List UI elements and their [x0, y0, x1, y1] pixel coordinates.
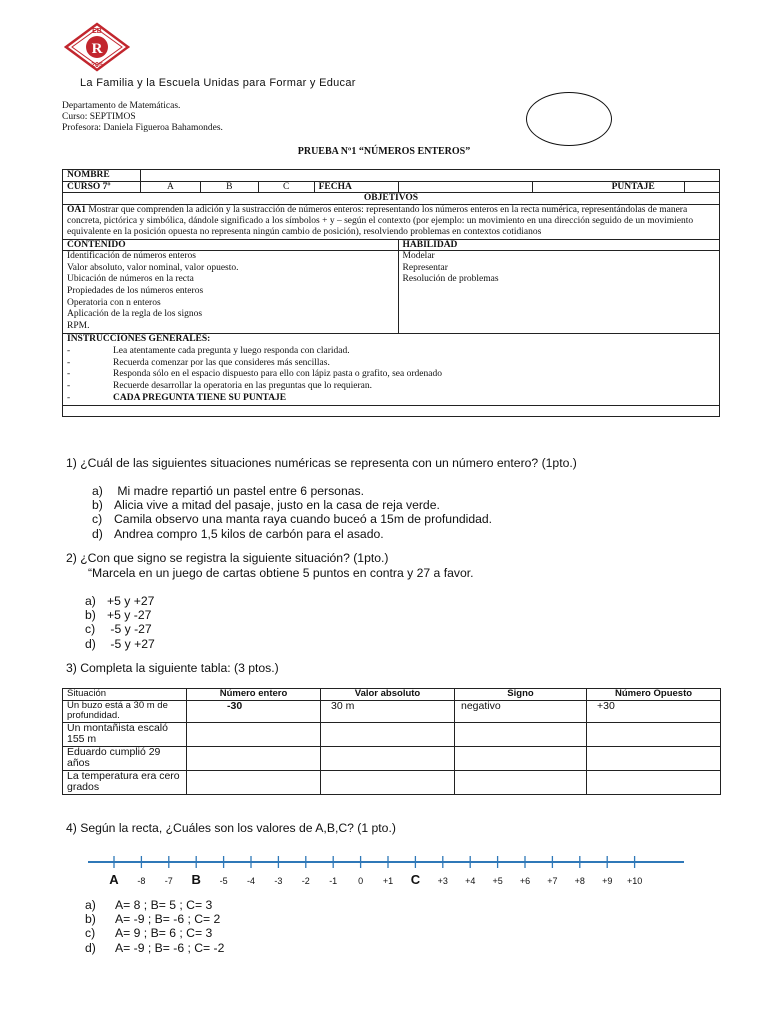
tick-label: -8: [137, 876, 146, 886]
instrucciones-cell: [63, 334, 720, 405]
option-c[interactable]: c) Camila observo una manta raya cuando buceó a 15m de profundidad.: [92, 512, 493, 527]
contenido-item: Aplicación de la regla de los signos: [67, 309, 203, 320]
habilidad-item: Representar: [402, 262, 448, 273]
habilidad-item: Modelar: [402, 251, 435, 262]
tick-label: -2: [301, 876, 310, 886]
habilidad-label: HABILIDAD: [398, 239, 719, 251]
puntaje-field[interactable]: [685, 181, 720, 193]
header-numero-opuesto: Número Opuesto: [587, 689, 721, 701]
table-row: [63, 746, 721, 770]
question-3: 3) Completa la siguiente tabla: (3 ptos.): [66, 661, 279, 675]
header-situacion: Situación: [63, 689, 187, 701]
valor-absoluto-cell[interactable]: 30 m: [321, 700, 455, 722]
integers-table: [62, 688, 721, 795]
objetivos-label: OBJETIVOS: [63, 193, 720, 205]
blank-row: [63, 405, 720, 416]
header-numero-entero: Número entero: [187, 689, 321, 701]
instruccion-item: - Lea atentamente cada pregunta y luego responda con claridad.: [67, 346, 350, 357]
school-motto: La Familia y la Escuela Unidas para Formar y Educar: [80, 77, 356, 89]
header-block: [62, 101, 223, 134]
option-a[interactable]: a) A= 8 ; B= 5 ; C= 3: [85, 898, 213, 912]
numero-opuesto-cell[interactable]: +30: [587, 700, 721, 722]
contenido-item: Operatoria con n enteros: [67, 297, 161, 308]
oa-text: Mostrar que comprenden la adición y la sustracción de números enteros: representando los números enteros en la recta numérica, representándolas de manera concreta, pictórica y simbólica, dándole significado a los símbolos + y – según el contexto (por ejemplo: un movimiento en una dirección seguido de un movimiento equivalente en la posición opuesta no representa ningún cambio de posición), resolviendo problemas en contextos cotidianos: [67, 204, 694, 238]
curso-label: CURSO 7º: [63, 181, 141, 193]
table-row: [63, 770, 721, 794]
tick-label: +6: [519, 876, 531, 886]
option-a[interactable]: a) Mi madre repartió un pastel entre 6 personas.: [92, 484, 364, 498]
option-b[interactable]: b) +5 y -27: [85, 608, 152, 623]
situacion-cell: Un buzo está a 30 m de profundidad.: [63, 700, 187, 722]
instruccion-item: - CADA PREGUNTA TIENE SU PUNTAJE: [67, 392, 287, 403]
option-a[interactable]: a) +5 y +27: [85, 594, 155, 608]
nombre-label: NOMBRE: [63, 170, 141, 182]
valor-absoluto-cell[interactable]: [321, 770, 455, 794]
habilidades-cell: [398, 251, 719, 334]
question-4-options: [85, 898, 224, 955]
blank-cell: [533, 181, 608, 193]
header-signo: Signo: [455, 689, 587, 701]
question-2-situation: “Marcela en un juego de cartas obtiene 5 puntos en contra y 27 a favor.: [88, 566, 474, 580]
tick-label: 0: [358, 876, 364, 886]
contenido-item: Propiedades de los números enteros: [67, 286, 204, 296]
tick-label: +4: [465, 876, 476, 886]
option-c[interactable]: c) A= 9 ; B= 6 ; C= 3: [85, 926, 213, 941]
tick-label: +10: [626, 876, 643, 886]
tick-label: +8: [574, 876, 585, 886]
numero-opuesto-cell[interactable]: [587, 770, 721, 794]
info-table: [62, 169, 720, 417]
header-valor-absoluto: Valor absoluto: [321, 689, 455, 701]
contenido-item: Valor absoluto, valor nominal, valor opuesto.: [67, 262, 239, 273]
signo-cell[interactable]: [455, 770, 587, 794]
point-label: C: [410, 872, 421, 887]
puntaje-label: PUNTAJE: [608, 181, 685, 193]
point-label: B: [191, 872, 201, 887]
contenido-label: CONTENIDO: [63, 239, 399, 251]
teacher: Profesora: Daniela Figueroa Bahamondes.: [62, 123, 223, 133]
numero-entero-cell[interactable]: [187, 746, 321, 770]
contenido-item: Identificación de números enteros: [67, 251, 196, 262]
option-d[interactable]: d) A= -9 ; B= -6 ; C= -2: [85, 940, 225, 955]
section-b[interactable]: B: [200, 181, 258, 193]
question-1: 1) ¿Cuál de las siguientes situaciones numéricas se representa con un número entero? (1pto.): [66, 456, 577, 470]
tick-label: -7: [164, 876, 173, 886]
tick-label: +5: [492, 876, 503, 886]
oa-code: OA1: [67, 204, 86, 215]
question-2-options: [85, 594, 155, 651]
signo-cell[interactable]: [455, 746, 587, 770]
contenido-item: Ubicación de números en la recta: [67, 274, 194, 285]
option-b[interactable]: b) Alicia vive a mitad del pasaje, justo en la casa de reja verde.: [92, 498, 440, 513]
situacion-cell: Un montañista escaló 155 m: [63, 722, 187, 746]
number-line: [86, 852, 686, 892]
course: Curso: SEPTIMOS: [62, 112, 136, 122]
number-line-labels: [109, 872, 642, 887]
contenido-item: RPM.: [67, 320, 90, 331]
contenidos-cell: [63, 251, 399, 334]
signo-cell[interactable]: negativo: [455, 700, 587, 722]
fecha-label: FECHA: [314, 181, 398, 193]
question-2: 2) ¿Con que signo se registra la siguiente situación? (1pto.): [66, 551, 389, 565]
tick-label: +1: [382, 876, 394, 886]
school-logo-icon: [64, 22, 130, 72]
tick-label: -3: [274, 876, 283, 886]
question-4: 4) Según la recta, ¿Cuáles son los valores de A,B,C? (1 pto.): [66, 821, 396, 835]
tick-label: -1: [329, 876, 338, 886]
table-row: [63, 700, 721, 722]
objective-text: [63, 204, 720, 239]
situacion-cell: Eduardo cumplió 29 años: [63, 746, 187, 770]
instruccion-item: - Recuerde desarrollar la operatoria en las preguntas que lo requieran.: [67, 381, 373, 392]
numero-entero-cell[interactable]: [187, 770, 321, 794]
department: Departamento de Matemáticas.: [62, 101, 181, 111]
tick-label: +3: [437, 876, 448, 886]
instruccion-item: - Recuerda comenzar por las que consideres más sencillas.: [67, 357, 330, 368]
point-label: A: [109, 872, 119, 887]
logo-top-text: EB: [92, 28, 102, 35]
tick-label: -4: [246, 876, 256, 886]
situacion-cell: La temperatura era cero grados: [63, 770, 187, 794]
valor-absoluto-cell[interactable]: [321, 722, 455, 746]
score-oval: [526, 92, 612, 146]
fecha-field[interactable]: [398, 181, 533, 193]
valor-absoluto-cell[interactable]: [321, 746, 455, 770]
instrucciones-label: INSTRUCCIONES GENERALES:: [67, 334, 211, 345]
option-d[interactable]: d) Andrea compro 1,5 kilos de carbón para el asado.: [92, 526, 384, 541]
option-d[interactable]: d) -5 y +27: [85, 636, 155, 651]
numero-entero-cell[interactable]: [187, 722, 321, 746]
question-1-options: [92, 484, 492, 541]
numero-entero-cell[interactable]: -30: [187, 700, 321, 722]
tick-label: +9: [602, 876, 613, 886]
habilidad-item: Resolución de problemas: [402, 274, 499, 285]
section-a[interactable]: A: [140, 181, 200, 193]
option-c[interactable]: c) -5 y -27: [85, 622, 152, 637]
logo-number: 205: [91, 62, 103, 69]
signo-cell[interactable]: [455, 722, 587, 746]
test-title: PRUEBA Nº1 “NÚMEROS ENTEROS”: [297, 146, 471, 157]
numero-opuesto-cell[interactable]: [587, 746, 721, 770]
tick-label: -5: [219, 876, 228, 886]
table-row: [63, 722, 721, 746]
tick-label: +7: [547, 876, 558, 886]
nombre-field[interactable]: [140, 170, 719, 182]
logo-letter: R: [91, 41, 103, 57]
option-b[interactable]: b) A= -9 ; B= -6 ; C= 2: [85, 912, 221, 927]
section-c[interactable]: C: [258, 181, 314, 193]
numero-opuesto-cell[interactable]: [587, 722, 721, 746]
instruccion-item: - Responda sólo en el espacio dispuesto para ello con lápiz pasta o grafito, sea ordenado: [67, 369, 442, 380]
